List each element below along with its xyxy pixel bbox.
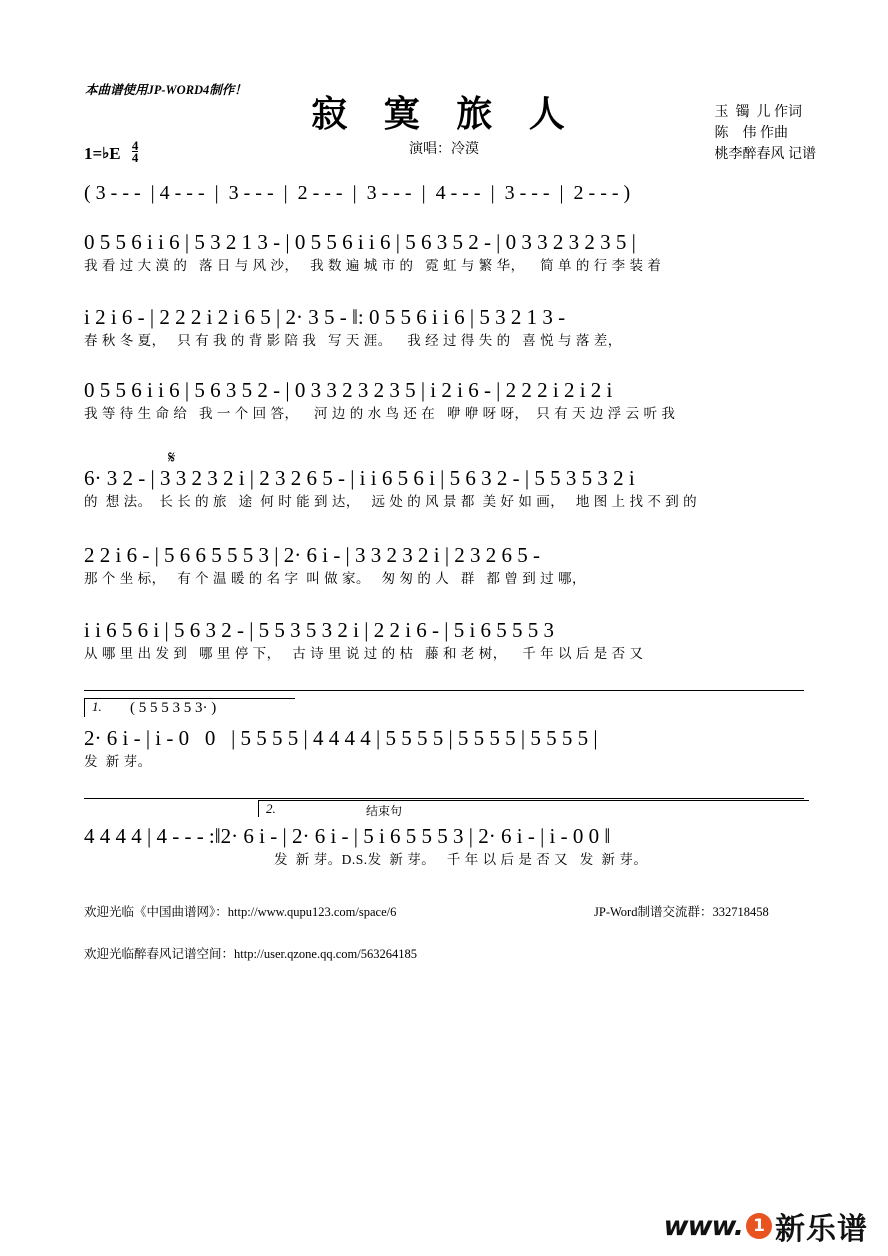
second-ending-label: 2. <box>266 801 276 816</box>
time-signature <box>132 140 139 163</box>
notes-line-5: 2 2 i 6 - | 5 6 6 5 5 5 3 | 2· 6 i - | 3 3 2 3 2 i | 2 3 2 6 5 - <box>84 543 541 567</box>
score-line-ending-1 <box>84 726 804 772</box>
lyrics-ending-1: 发 新 芽。 <box>84 754 152 769</box>
lyrics-line-5: 那 个 坐 标， 有 个 温 暖 的 名 字 叫 做 家。 匆 匆 的 人 群 都 曾 到 过 哪， <box>84 571 586 586</box>
notes-ending-2-main: 2· 6 i - | 2· 6 i - | 5 i 6 5 5 5 3 | 2· 6 i - | i - 0 0 ‖ <box>220 824 611 848</box>
ending-phrase-label: 结束句 <box>366 804 403 818</box>
notes-ending-2-prefix: 4 4 4 4 | 4 - - - :‖ <box>84 824 221 848</box>
score-line-5 <box>84 543 804 589</box>
notes-line-2: i 2 i 6 - | 2 2 2 i 2 i 6 5 | 2· 3 5 - ‖: 0 5 5 6 i i 6 | 5 3 2 1 3 - <box>84 305 566 329</box>
score-line-ending-2 <box>84 824 804 870</box>
flat-icon: ♭ <box>102 146 110 162</box>
section-divider-1 <box>84 690 804 691</box>
composer-credit: 陈 伟 作曲 <box>714 126 788 141</box>
key-letter: E <box>109 144 121 163</box>
second-ending-bracket <box>258 800 809 817</box>
lyricist-credit: 玉 镯 儿 作词 <box>714 105 802 120</box>
notes-ending-2 <box>84 824 804 848</box>
key-signature-label: 1= <box>84 144 103 163</box>
lyrics-ending-2: 发 新 芽。D.S.发 新 芽。 千 年 以 后 是 否 又 发 新 芽。 <box>274 852 648 867</box>
lyrics-line-2: 春 秋 冬 夏， 只 有 我 的 背 影 陪 我 写 天 涯。 我 经 过 得 失 的 喜 悦 与 落 差， <box>84 333 622 348</box>
notes-line-1: 0 5 5 6 i i 6 | 5 3 2 1 3 - | 0 5 5 6 i i 6 | 5 6 3 5 2 - | 0 3 3 2 3 2 3 5 | <box>84 230 636 254</box>
footer-link-qupu[interactable]: 欢迎光临《中国曲谱网》：http://www.qupu123.com/space/6 <box>84 905 397 919</box>
watermark-url: www. <box>663 1210 743 1242</box>
transcriber-credit: 桃李醉春风 记谱 <box>714 147 816 162</box>
intro-measures: ( 3 - - - | 4 - - - | 3 - - - | 2 - - - | 3 - - - | 4 - - - | 3 - - - | 2 - - - ) <box>84 182 631 204</box>
notes-line-4: 6· 3 2 - | 3 3 2 3 2 i | 2 3 2 6 5 - | i i 6 5 6 i | 5 6 3 2 - | 5 5 3 5 3 2 i <box>84 466 635 490</box>
lyrics-line-6: 从 哪 里 出 发 到 哪 里 停 下， 古 诗 里 说 过 的 枯 藤 和 老 树， 千 年 以 后 是 否 又 <box>84 646 644 661</box>
score-line-4 <box>84 466 804 512</box>
software-credit-note: 本曲谱使用JP-WORD4制作！ <box>85 83 247 97</box>
key-time-signature <box>84 140 138 164</box>
grace-notes-1: ( 5 5 5 3 5 3· ) <box>130 700 217 716</box>
watermark-logo-icon: 1 <box>746 1213 772 1239</box>
footer-link-qzone[interactable]: 欢迎光临醉春风记谱空间：http://user.qzone.qq.com/563264185 <box>84 947 417 961</box>
score-line-3 <box>84 378 804 424</box>
notes-line-6: i i 6 5 6 i | 5 6 3 2 - | 5 5 3 5 3 2 i | 2 2 i 6 - | 5 i 6 5 5 5 3 <box>84 618 555 642</box>
lyrics-line-4: 的 想 法。 长 长 的 旅 途 何 时 能 到 达， 远 处 的 风 景 都 美 好 如 画， 地 图 上 找 不 到 的 <box>84 494 698 509</box>
score-line-1 <box>84 230 804 276</box>
credits-block <box>715 102 817 165</box>
lyrics-line-3: 我 等 待 生 命 给 我 一 个 回 答， 河 边 的 水 鸟 还 在 咿 咿 呀 呀， 只 有 天 边 浮 云 听 我 <box>84 406 676 421</box>
footer-qq-group: JP-Word制谱交流群：332718458 <box>594 905 769 919</box>
watermark-brand: 新乐谱 <box>775 1212 868 1247</box>
page-title: 寂 寞 旅 人 <box>311 93 577 135</box>
first-ending-label: 1. <box>92 699 102 714</box>
score-line-2 <box>84 305 804 351</box>
time-numerator: 4 <box>131 138 139 153</box>
watermark <box>664 1204 868 1248</box>
lyrics-line-1: 我 看 过 大 漠 的 落 日 与 风 沙， 我 数 遍 城 市 的 霓 虹 与 繁 华， 简 单 的 行 李 装 着 <box>84 258 662 273</box>
time-denominator: 4 <box>131 150 139 165</box>
segno-icon: 𝄋 <box>168 448 176 468</box>
score-line-6 <box>84 618 804 664</box>
notes-ending-1: 2· 6 i - | i - 0 0 | 5 5 5 5 | 4 4 4 4 | 5 5 5 5 | 5 5 5 5 | 5 5 5 5 | <box>84 726 598 750</box>
singer-label: 演唱：冷漠 <box>409 142 479 157</box>
notes-line-3: 0 5 5 6 i i 6 | 5 6 3 5 2 - | 0 3 3 2 3 2 3 5 | i 2 i 6 - | 2 2 2 i 2 i 2 i <box>84 378 613 402</box>
